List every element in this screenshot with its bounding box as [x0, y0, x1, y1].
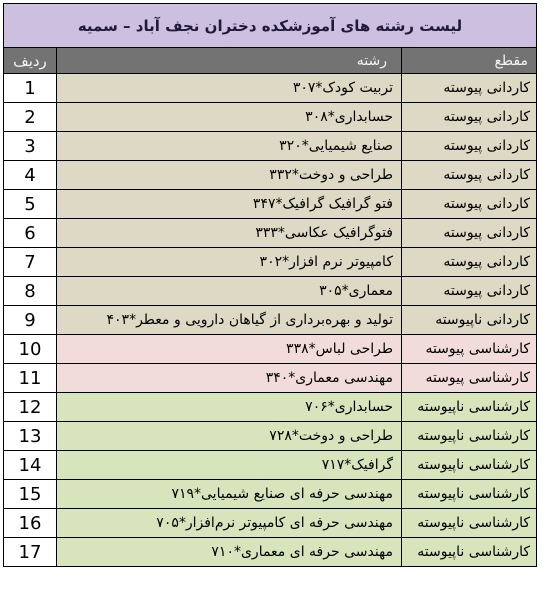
row-number: 6 — [4, 219, 57, 248]
field-name: فتوگرافیک عکاسی*۳۳۳ — [57, 219, 402, 248]
table-row — [4, 103, 537, 132]
row-number: 3 — [4, 132, 57, 161]
table-row — [4, 364, 537, 393]
row-number: 15 — [4, 480, 57, 509]
degree-level: کاردانی پیوسته — [402, 161, 537, 190]
table-row — [4, 538, 537, 567]
row-number: 17 — [4, 538, 57, 567]
header-radif: ردیف — [4, 48, 57, 74]
field-name: گرافیک*۷۱۷ — [57, 451, 402, 480]
majors-table — [3, 3, 537, 567]
row-number: 8 — [4, 277, 57, 306]
table-row — [4, 161, 537, 190]
row-number: 4 — [4, 161, 57, 190]
row-number: 7 — [4, 248, 57, 277]
table-row — [4, 277, 537, 306]
field-name: طراحی لباس*۳۳۸ — [57, 335, 402, 364]
degree-level: کارشناسی ناپیوسته — [402, 538, 537, 567]
degree-level: کارشناسی ناپیوسته — [402, 393, 537, 422]
degree-level: کاردانی پیوسته — [402, 132, 537, 161]
field-name: صنایع شیمیایی*۳۲۰ — [57, 132, 402, 161]
field-name: حسابداری*۷۰۶ — [57, 393, 402, 422]
degree-level: کارشناسی ناپیوسته — [402, 451, 537, 480]
row-number: 13 — [4, 422, 57, 451]
table-row — [4, 422, 537, 451]
row-number: 5 — [4, 190, 57, 219]
degree-level: کاردانی پیوسته — [402, 277, 537, 306]
table-row — [4, 74, 537, 103]
degree-level: کاردانی پیوسته — [402, 190, 537, 219]
field-name: معماری*۳۰۵ — [57, 277, 402, 306]
row-number: 12 — [4, 393, 57, 422]
field-name: طراحی و دوخت*۷۲۸ — [57, 422, 402, 451]
degree-level: کارشناسی ناپیوسته — [402, 422, 537, 451]
header-reshte: رشته — [57, 48, 402, 74]
degree-level: کاردانی پیوسته — [402, 219, 537, 248]
degree-level: کاردانی ناپیوسته — [402, 306, 537, 335]
table-row — [4, 480, 537, 509]
field-name: تولید و بهره‌برداری از گیاهان دارویی و معطر*۴۰۳ — [57, 306, 402, 335]
row-number: 1 — [4, 74, 57, 103]
degree-level: کاردانی پیوسته — [402, 74, 537, 103]
field-name: تربیت کودک*۳۰۷ — [57, 74, 402, 103]
table-row — [4, 190, 537, 219]
degree-level: کارشناسی ناپیوسته — [402, 509, 537, 538]
table-row — [4, 306, 537, 335]
table-row — [4, 248, 537, 277]
table-body — [4, 74, 537, 567]
row-number: 10 — [4, 335, 57, 364]
degree-level: کارشناسی پیوسته — [402, 364, 537, 393]
majors-table-container — [3, 3, 536, 567]
degree-level: کارشناسی پیوسته — [402, 335, 537, 364]
field-name: مهندسی حرفه ای صنایع شیمیایی*۷۱۹ — [57, 480, 402, 509]
field-name: مهندسی حرفه ای معماری*۷۱۰ — [57, 538, 402, 567]
field-name: طراحی و دوخت*۳۳۲ — [57, 161, 402, 190]
table-title: لیست رشته های آموزشکده دختران نجف آباد – سمیه — [4, 4, 537, 48]
field-name: مهندسی حرفه ای کامپیوتر نرم‌افزار*۷۰۵ — [57, 509, 402, 538]
field-name: کامپیوتر نرم افزار*۳۰۲ — [57, 248, 402, 277]
table-row — [4, 335, 537, 364]
row-number: 2 — [4, 103, 57, 132]
table-row — [4, 509, 537, 538]
field-name: حسابداری*۳۰۸ — [57, 103, 402, 132]
header-maqta: مقطع — [402, 48, 537, 74]
row-number: 11 — [4, 364, 57, 393]
degree-level: کاردانی پیوسته — [402, 248, 537, 277]
row-number: 14 — [4, 451, 57, 480]
row-number: 16 — [4, 509, 57, 538]
row-number: 9 — [4, 306, 57, 335]
table-row — [4, 219, 537, 248]
degree-level: کاردانی پیوسته — [402, 103, 537, 132]
table-row — [4, 451, 537, 480]
table-row — [4, 132, 537, 161]
table-row — [4, 393, 537, 422]
field-name: فتو گرافیک گرافیک*۳۴۷ — [57, 190, 402, 219]
degree-level: کارشناسی ناپیوسته — [402, 480, 537, 509]
field-name: مهندسی معماری*۳۴۰ — [57, 364, 402, 393]
